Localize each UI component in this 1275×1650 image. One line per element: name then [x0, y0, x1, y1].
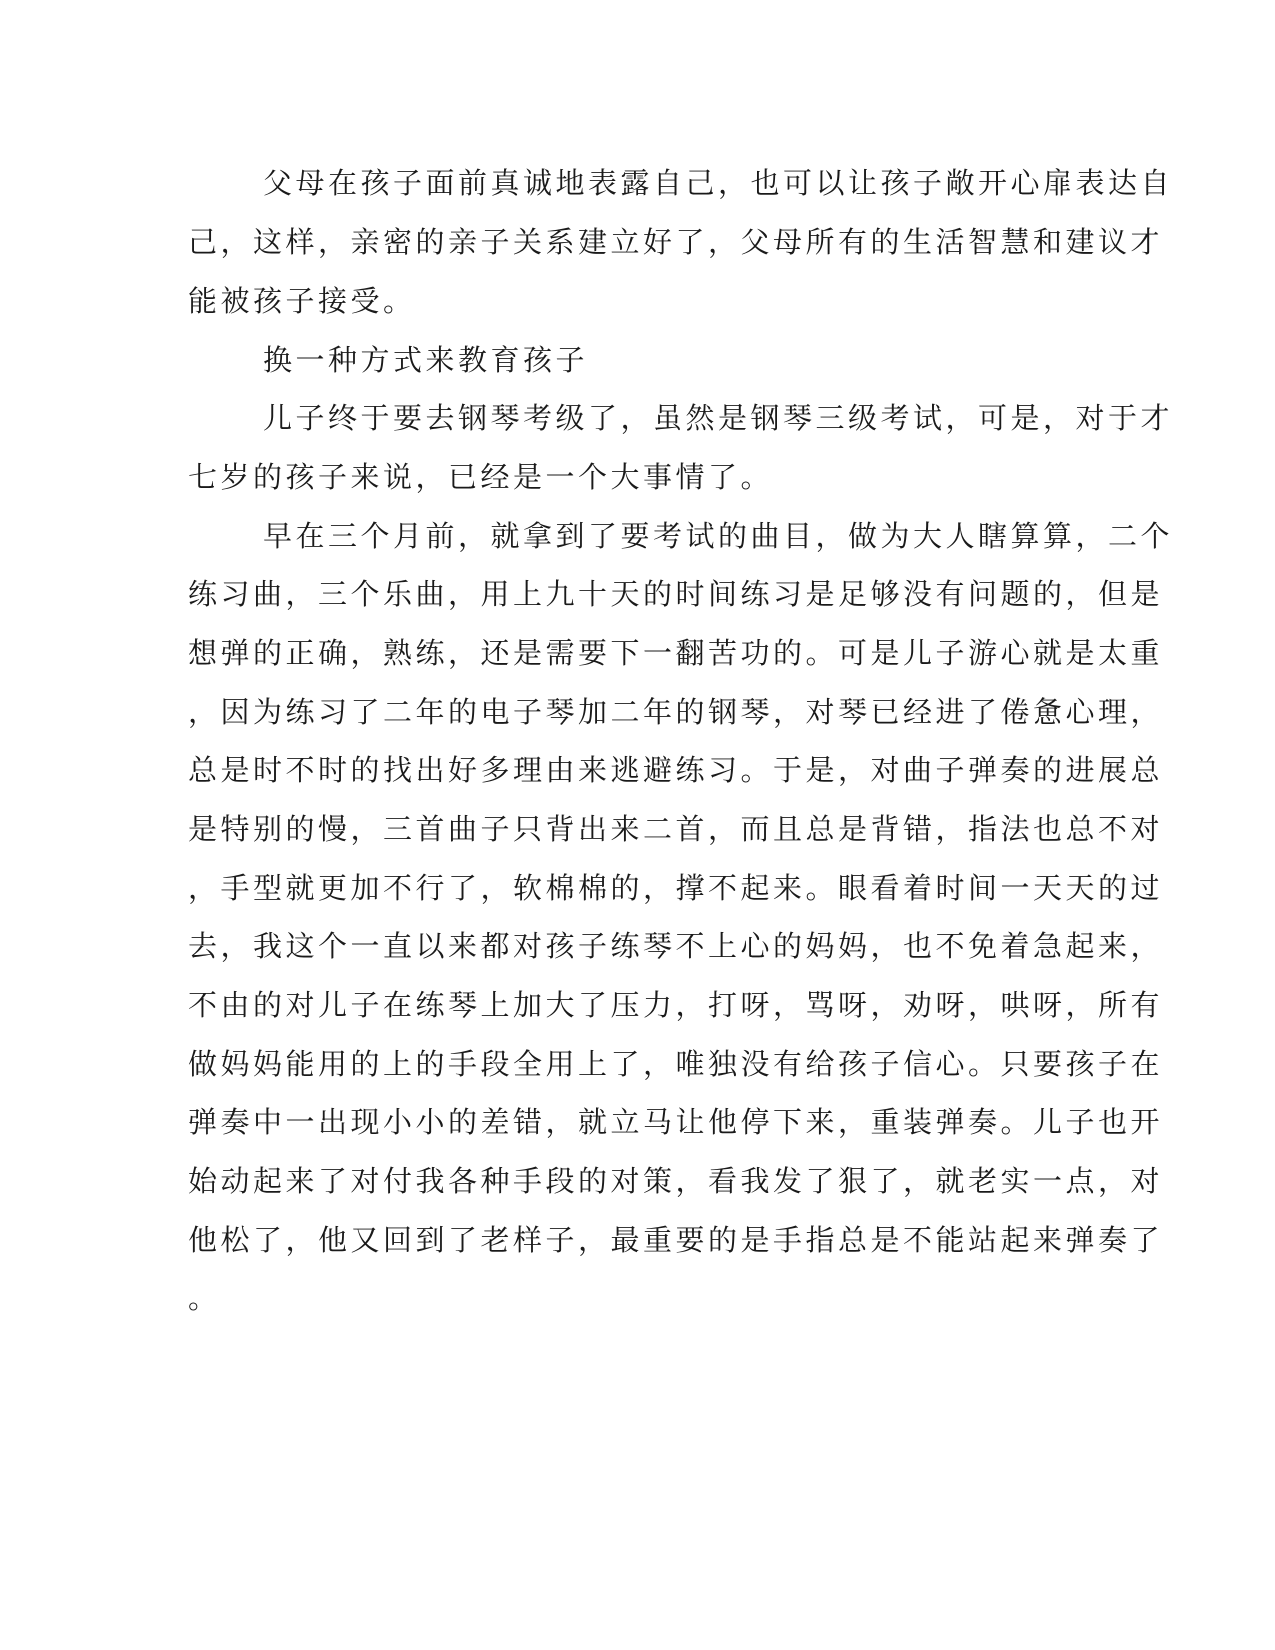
paragraph-4-line-7: ，手型就更加不行了，软棉棉的，撑不起来。眼看着时间一天天的过 [188, 871, 1164, 905]
paragraph-3-line-2: 七岁的孩子来说，已经是一个大事情了。 [188, 460, 774, 494]
paragraph-4-line-5: 总是时不时的找出好多理由来逃避练习。于是，对曲子弹奏的进展总 [188, 753, 1164, 787]
paragraph-1-line-3: 能被孩子接受。 [188, 284, 416, 318]
paragraph-4-line-9: 不由的对儿子在练琴上加大了压力，打呀，骂呀，劝呀，哄呀，所有 [188, 988, 1164, 1022]
section-heading: 换一种方式来教育孩子 [263, 343, 589, 377]
paragraph-1-line-2: 己，这样，亲密的亲子关系建立好了，父母所有的生活智慧和建议才 [188, 225, 1164, 259]
paragraph-1-line-1: 父母在孩子面前真诚地表露自己，也可以让孩子敞开心扉表达自 [263, 166, 1174, 200]
paragraph-4-line-1: 早在三个月前，就拿到了要考试的曲目，做为大人瞎算算，二个 [263, 519, 1174, 553]
paragraph-4-line-3: 想弹的正确，熟练，还是需要下一翻苦功的。可是儿子游心就是太重 [188, 636, 1164, 670]
paragraph-4-line-10: 做妈妈能用的上的手段全用上了，唯独没有给孩子信心。只要孩子在 [188, 1047, 1164, 1081]
paragraph-4-line-4: ，因为练习了二年的电子琴加二年的钢琴，对琴已经进了倦惫心理， [188, 695, 1164, 729]
paragraph-4-line-13: 他松了，他又回到了老样子，最重要的是手指总是不能站起来弹奏了 [188, 1223, 1164, 1257]
paragraph-4-line-14: 。 [188, 1281, 221, 1315]
paragraph-4-line-11: 弹奏中一出现小小的差错，就立马让他停下来，重装弹奏。儿子也开 [188, 1105, 1164, 1139]
paragraph-3-line-1: 儿子终于要去钢琴考级了，虽然是钢琴三级考试，可是，对于才 [263, 401, 1174, 435]
paragraph-4-line-6: 是特别的慢，三首曲子只背出来二首，而且总是背错，指法也总不对 [188, 812, 1164, 846]
paragraph-4-line-12: 始动起来了对付我各种手段的对策，看我发了狠了，就老实一点，对 [188, 1164, 1164, 1198]
paragraph-4-line-2: 练习曲，三个乐曲，用上九十天的时间练习是足够没有问题的，但是 [188, 577, 1164, 611]
paragraph-4-line-8: 去，我这个一直以来都对孩子练琴不上心的妈妈，也不免着急起来， [188, 929, 1164, 963]
